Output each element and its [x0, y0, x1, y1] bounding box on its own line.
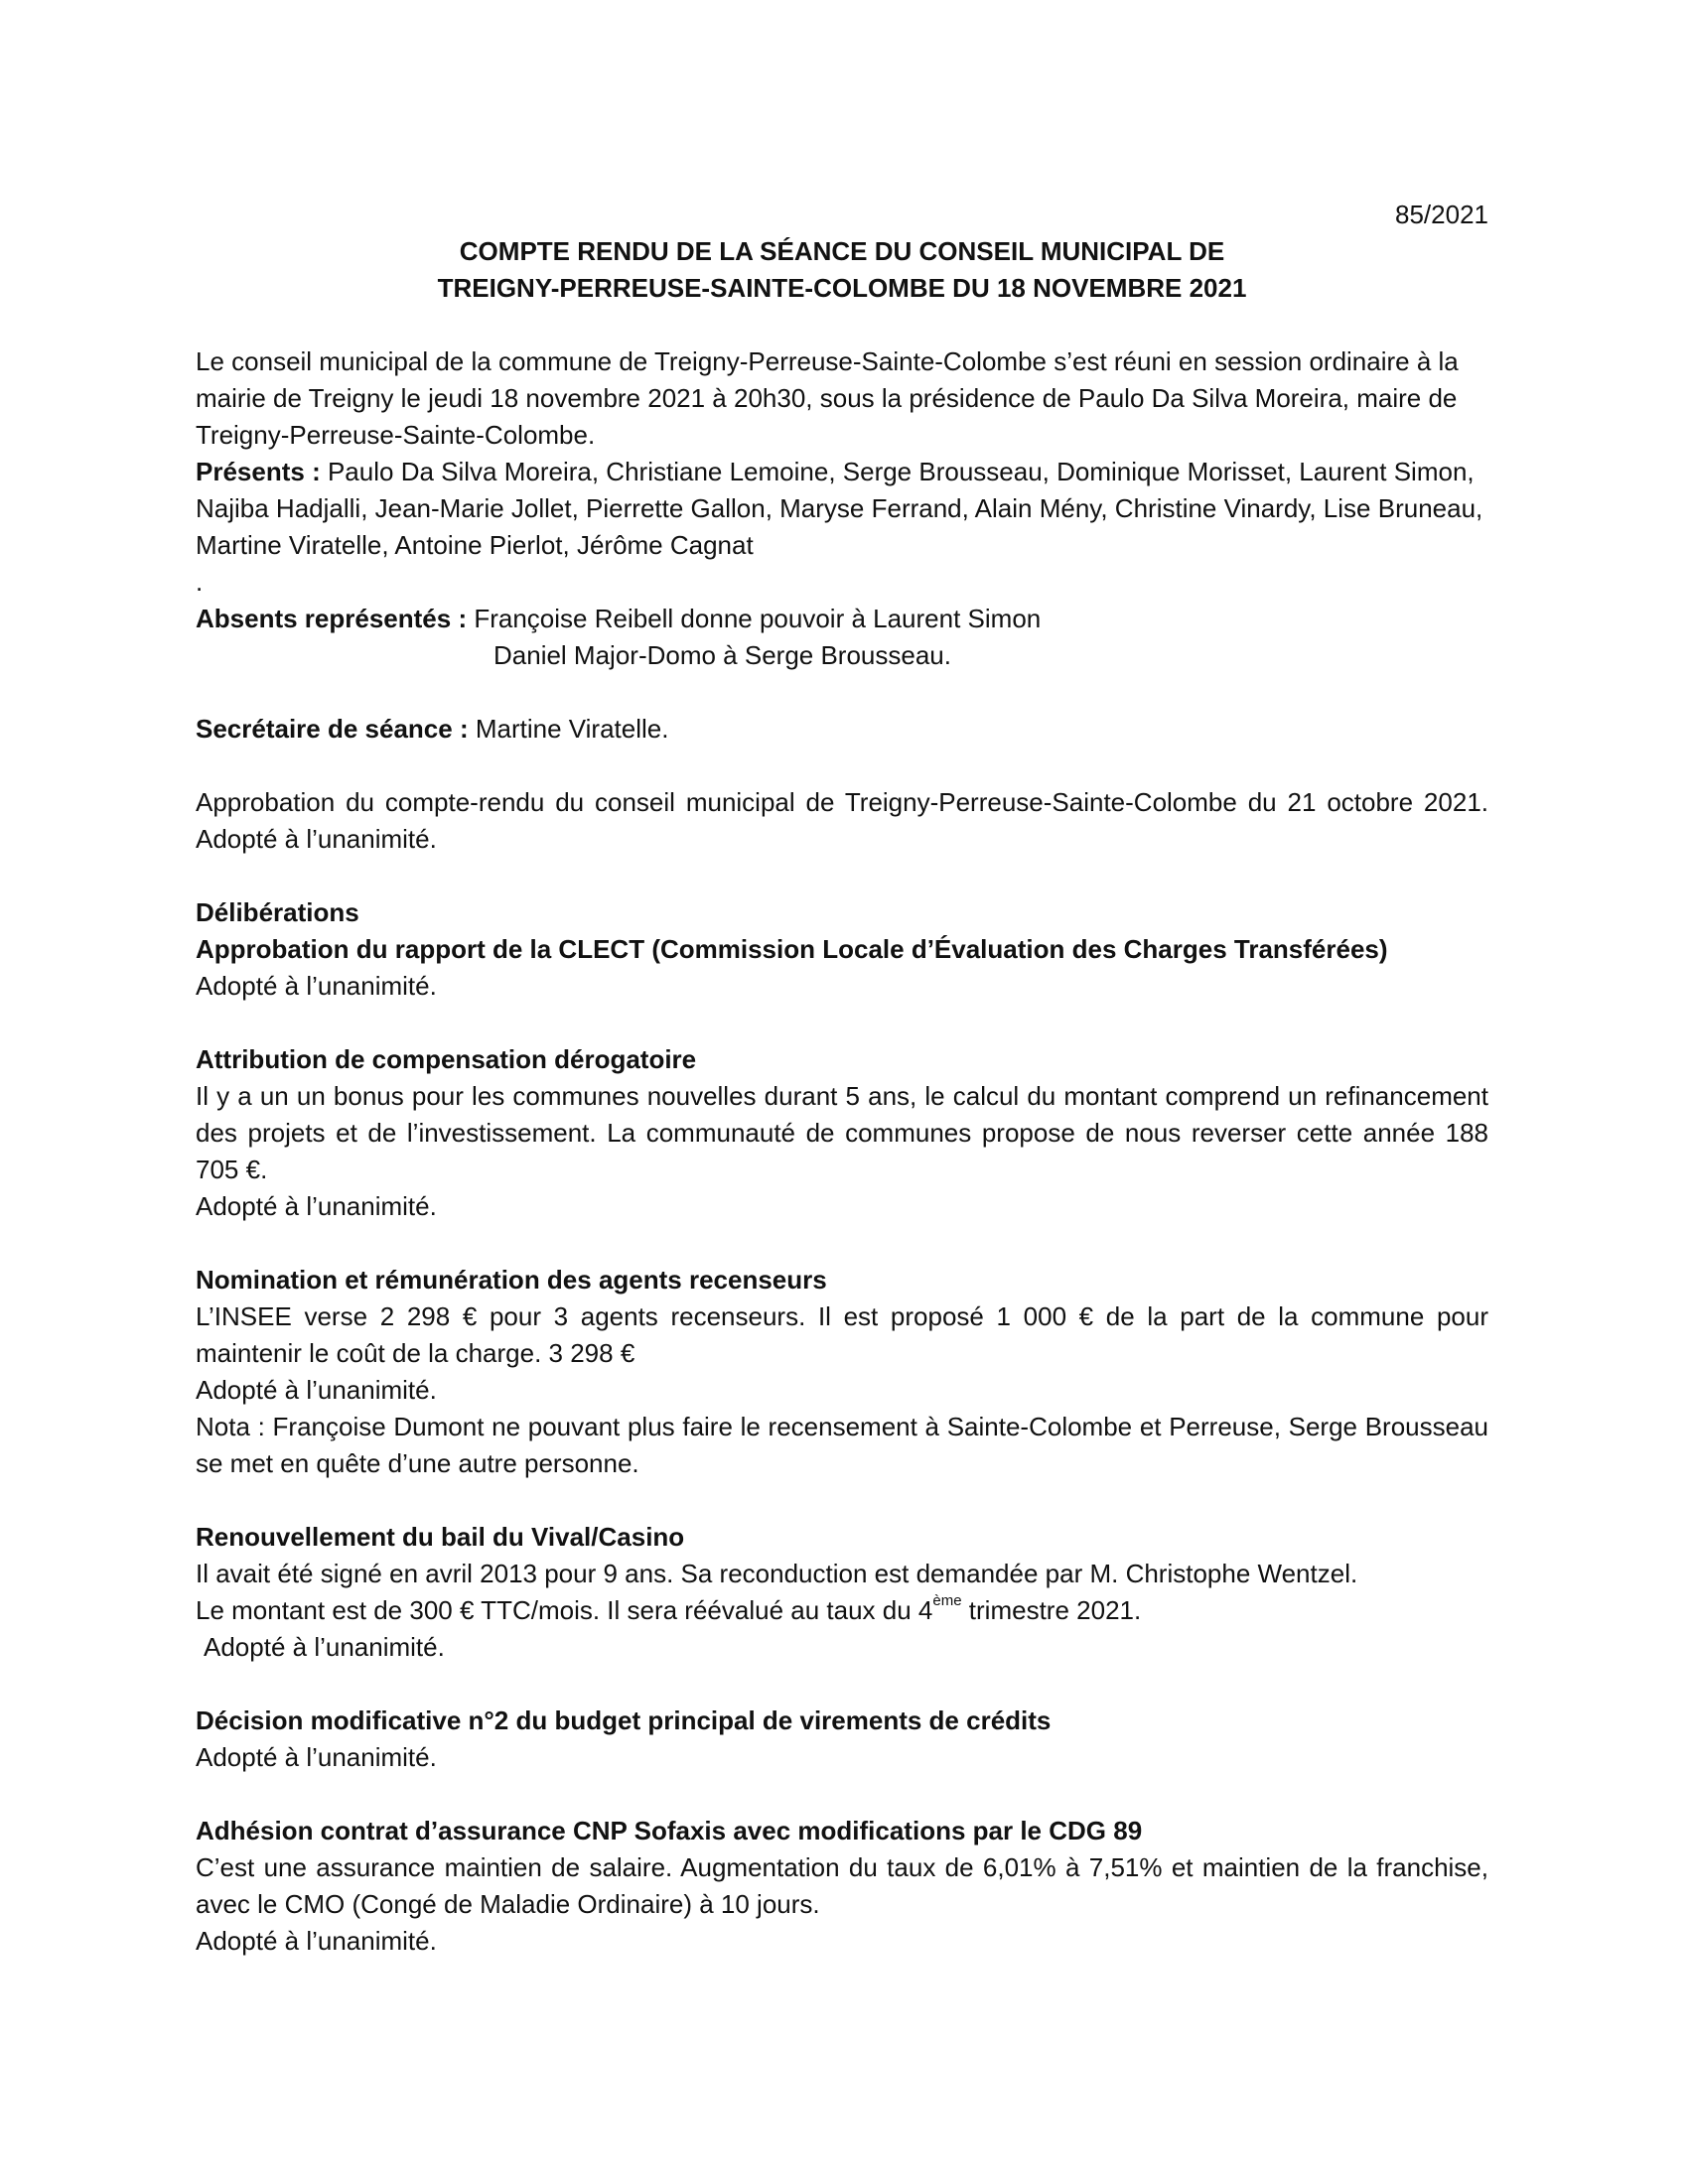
compensation-heading: Attribution de compensation dérogatoire [196, 1044, 697, 1074]
assurance-result: Adopté à l’unanimité. [196, 1926, 437, 1956]
recenseurs-body: L’INSEE verse 2 298 € pour 3 agents recenseurs. Il est proposé 1 000 € de la part de la commune pour maintenir le coût de la charge. 3 298 € [196, 1301, 1488, 1368]
bail-line-2-superscript: ème [932, 1592, 962, 1610]
stray-period: . [196, 567, 204, 597]
spacer [196, 307, 1488, 343]
page-number: 85/2021 [1395, 200, 1488, 229]
approbation-paragraph: Approbation du compte-rendu du conseil municipal de Treigny-Perreuse-Sainte-Colombe du 21 octobre 2021. Adopté à l’unanimité. [196, 787, 1488, 854]
secretaire-name: Martine Viratelle. [475, 714, 669, 744]
absents-label: Absents représentés : [196, 604, 468, 633]
absents-line-2: Daniel Major-Domo à Serge Brousseau. [493, 640, 951, 670]
spacer [196, 748, 1488, 784]
presents-names: Paulo Da Silva Moreira, Christiane Lemoine, Serge Brousseau, Dominique Morisset, Laurent Simon, Najiba Hadjalli, Jean-Marie Jollet, Pierrette Gallon, Maryse Ferrand, Alain Mény, Christine Vinardy, Lise Bruneau, Martine Viratelle, Antoine Pierlot, Jérôme Cagnat [196, 457, 1483, 560]
bail-line-2-before: Le montant est de 300 € TTC/mois. Il sera réévalué au taux du 4 [196, 1595, 933, 1625]
clect-result: Adopté à l’unanimité. [196, 971, 437, 1001]
bail-heading: Renouvellement du bail du Vival/Casino [196, 1522, 685, 1552]
spacer [196, 674, 1488, 711]
absents-line-1: Françoise Reibell donne pouvoir à Laurent Simon [474, 604, 1042, 633]
recenseurs-nota: Nota : Françoise Dumont ne pouvant plus faire le recensement à Sainte-Colombe et Perreuse, Serge Brousseau se met en quête d’une autre personne. [196, 1412, 1488, 1478]
bail-line-2-after: trimestre 2021. [961, 1595, 1142, 1625]
spacer [196, 1005, 1488, 1041]
clect-heading: Approbation du rapport de la CLECT (Commission Locale d’Évaluation des Charges Transférées) [196, 934, 1388, 964]
compensation-result: Adopté à l’unanimité. [196, 1191, 437, 1221]
assurance-heading: Adhésion contrat d’assurance CNP Sofaxis avec modifications par le CDG 89 [196, 1816, 1143, 1845]
assurance-body: C’est une assurance maintien de salaire. Augmentation du taux de 6,01% à 7,51% et maintien de la franchise, avec le CMO (Congé de Maladie Ordinaire) à 10 jours. [196, 1852, 1488, 1919]
compensation-body: Il y a un un bonus pour les communes nouvelles durant 5 ans, le calcul du montant comprend un refinancement des projets et de l’investissement. La communauté de communes propose de nous reverser cette année 188 705 €. [196, 1081, 1488, 1184]
spacer [196, 858, 1488, 894]
decision-modificative-result: Adopté à l’unanimité. [196, 1742, 437, 1772]
spacer [196, 1225, 1488, 1262]
secretaire-label: Secrétaire de séance : [196, 714, 469, 744]
secretaire-paragraph [196, 711, 1488, 748]
title-line-2: TREIGNY-PERREUSE-SAINTE-COLOMBE DU 18 NOVEMBRE 2021 [437, 273, 1247, 303]
spacer [196, 1776, 1488, 1813]
bail-line-2 [196, 1592, 1488, 1629]
presents-label: Présents : [196, 457, 321, 486]
title-line-1: COMPTE RENDU DE LA SÉANCE DU CONSEIL MUNICIPAL DE [459, 236, 1225, 266]
deliberations-heading: Délibérations [196, 897, 359, 927]
bail-result: Adopté à l’unanimité. [204, 1632, 445, 1662]
spacer [196, 1482, 1488, 1519]
decision-modificative-heading: Décision modificative n°2 du budget principal de virements de crédits [196, 1706, 1052, 1735]
spacer [196, 1666, 1488, 1703]
recenseurs-heading: Nomination et rémunération des agents recenseurs [196, 1265, 827, 1295]
recenseurs-result: Adopté à l’unanimité. [196, 1375, 437, 1405]
bail-line-1: Il avait été signé en avril 2013 pour 9 ans. Sa reconduction est demandée par M. Christophe Wentzel. [196, 1559, 1358, 1588]
intro-paragraph: Le conseil municipal de la commune de Treigny-Perreuse-Sainte-Colombe s’est réuni en session ordinaire à la mairie de Treigny le jeudi 18 novembre 2021 à 20h30, sous la présidence de Paulo Da Silva Moreira, maire de Treigny-Perreuse-Sainte-Colombe. [196, 346, 1459, 450]
document-body [196, 197, 1488, 1960]
presents-paragraph [196, 454, 1488, 564]
absents-paragraph [196, 601, 1488, 637]
